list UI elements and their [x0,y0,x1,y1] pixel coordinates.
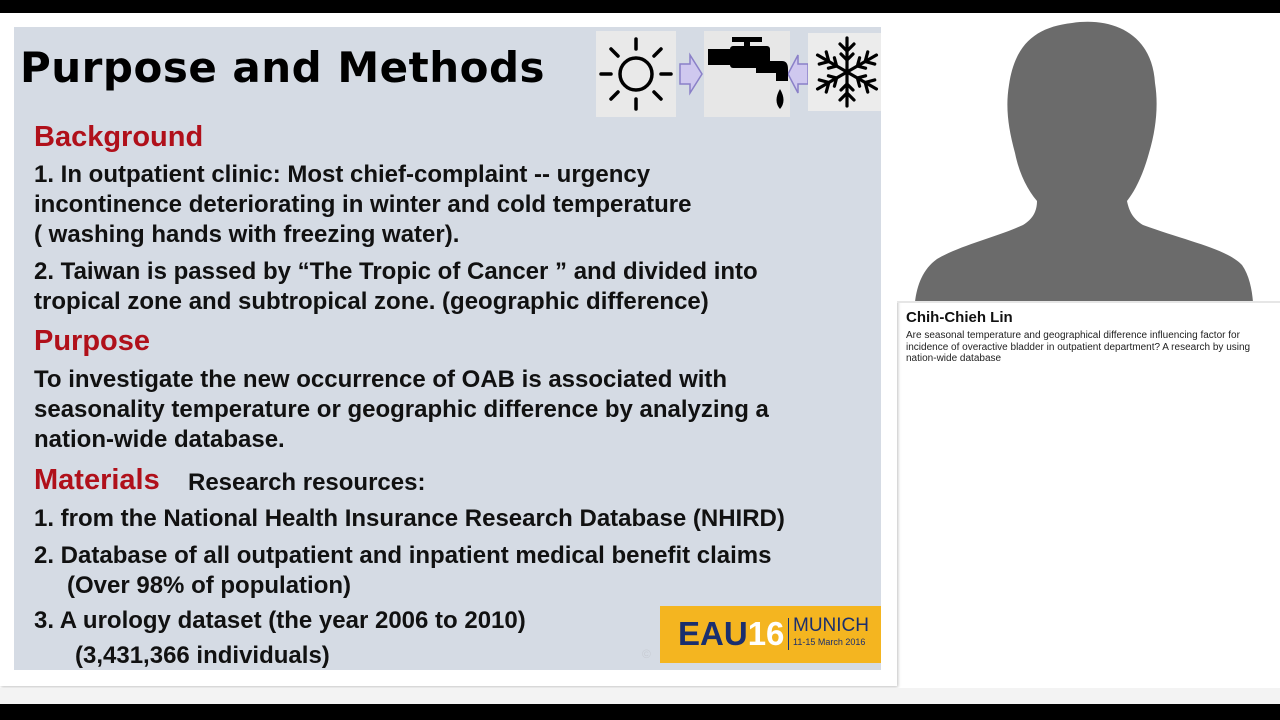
logo-divider [788,618,789,650]
text-line: tropical zone and subtropical zone. (geographic difference) [34,288,709,315]
materials-heading: Materials [34,464,160,496]
text-line: (Over 98% of population) [67,572,352,599]
weather-icon-strip [596,31,881,117]
text-line: nation-wide database. [34,426,285,453]
speaker-name: Chih-Chieh Lin [906,309,1013,326]
text-line: 1. In outpatient clinic: Most chief-complaint -- urgency [34,161,651,188]
arrow-right-icon [678,51,704,102]
slide-title: Purpose and Methods [20,43,546,92]
text-line: 2. Taiwan is passed by “The Tropic of Cancer ” and divided into [34,258,758,285]
logo-dates: 11-15 March 2016 [793,637,866,647]
background-point-1 [34,160,691,250]
sun-icon [596,31,676,117]
materials-item-3 [34,606,526,670]
text-line: 3. A urology dataset (the year 2006 to 2010) [34,607,526,634]
eau16-munich-logo [660,606,881,663]
top-letterbox-bar [0,0,1280,13]
text-line: 2. Database of all outpatient and inpatient medical benefit claims [34,542,772,569]
materials-subheading: Research resources: [188,469,426,496]
purpose-heading: Purpose [34,325,151,357]
faucet-icon [704,31,790,117]
text-line: seasonality temperature or geographic difference by analyzing a [34,396,769,423]
materials-item-1: 1. from the National Health Insurance Research Database (NHIRD) [34,505,785,532]
arrow-left-icon [788,51,810,102]
logo-city: MUNICH [793,615,869,636]
background-heading: Background [34,121,204,153]
talk-title: Are seasonal temperature and geographical difference influencing factor for incidence of overactive bladder in outpatient department? A research by using nation-wide database [906,330,1251,364]
materials-item-2 [34,541,772,601]
text-line: ( washing hands with freezing water). [34,221,460,248]
snowflake-icon [808,33,881,111]
speaker-silhouette-avatar [897,13,1280,302]
purpose-text [34,365,769,455]
logo-eau-text: EAU [678,615,748,652]
speaker-video-panel [897,13,1280,302]
presentation-slide [14,27,881,670]
background-point-2 [34,257,758,317]
text-line: To investigate the new occurrence of OAB is associated with [34,366,728,393]
text-line: (3,431,366 individuals) [75,642,330,669]
bottom-letterbox-bar [0,704,1280,720]
slide-frame [0,13,897,686]
logo-wordmark [678,615,784,653]
bottom-gray-strip [0,688,1280,704]
logo-year-text: 16 [747,615,785,652]
copyright-mark: © [642,647,651,661]
panel-divider [897,301,1280,303]
text-line: incontinence deteriorating in winter and cold temperature [34,191,692,218]
